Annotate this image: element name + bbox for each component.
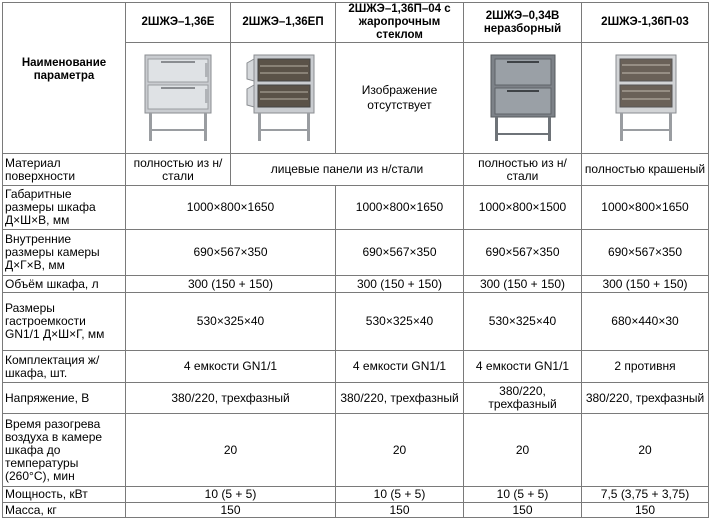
cell-material-1: полностью из н/стали (126, 154, 231, 186)
cell-kit-12: 4 емкости GN1/1 (126, 351, 336, 383)
table-row (3, 293, 709, 351)
cell-kit-3: 4 емкости GN1/1 (336, 351, 464, 383)
table-row (3, 487, 709, 503)
oven-closed-image (141, 53, 215, 143)
cell-gastro-12: 530×325×40 (126, 293, 336, 351)
model-image-4 (464, 43, 582, 154)
cell-mass-4: 150 (464, 503, 582, 518)
cell-inner-12: 690×567×350 (126, 230, 336, 276)
model-image-5 (582, 43, 709, 154)
row-label-dims: Габаритные размеры шкафа Д×Ш×В, мм (3, 186, 126, 230)
cell-power-4: 10 (5 + 5) (464, 487, 582, 503)
cell-kit-4: 4 емкости GN1/1 (464, 351, 582, 383)
table-row (3, 230, 709, 276)
cell-inner-3: 690×567×350 (336, 230, 464, 276)
no-image-text: Изображение отсутствует (361, 83, 438, 112)
model-image-2 (231, 43, 336, 154)
row-label-kit: Комплектация ж/шкафа, шт. (3, 351, 126, 383)
cell-dims-5: 1000×800×1650 (582, 186, 709, 230)
cell-inner-5: 690×567×350 (582, 230, 709, 276)
cell-gastro-4: 530×325×40 (464, 293, 582, 351)
table-row (3, 414, 709, 487)
model-name-2: 2ШЖЭ–1,36ЕП (231, 3, 336, 43)
model-name-5: 2ШЖЭ-1,36П-03 (582, 3, 709, 43)
cell-material-4: полностью из н/стали (464, 154, 582, 186)
cell-voltage-4: 380/220, трехфазный (464, 383, 582, 414)
cell-mass-3: 150 (336, 503, 464, 518)
table-row (3, 276, 709, 293)
cell-heat-4: 20 (464, 414, 582, 487)
row-label-voltage: Напряжение, В (3, 383, 126, 414)
cell-material-5: полностью крашеный (582, 154, 709, 186)
header-row (3, 3, 709, 43)
model-image-3 (336, 43, 464, 154)
oven-glass-image (608, 53, 682, 143)
model-name-1: 2ШЖЭ–1,36Е (126, 3, 231, 43)
cell-power-12: 10 (5 + 5) (126, 487, 336, 503)
cell-mass-12: 150 (126, 503, 336, 518)
cell-gastro-3: 530×325×40 (336, 293, 464, 351)
table-row (3, 351, 709, 383)
param-column-header (3, 3, 126, 154)
row-label-material: Материал поверхности (3, 154, 126, 186)
model-name-3: 2ШЖЭ–1,36П–04 с жаропрочным стеклом (336, 3, 464, 43)
table-row (3, 154, 709, 186)
cell-power-5: 7,5 (3,75 + 3,75) (582, 487, 709, 503)
row-label-mass: Масса, кг (3, 503, 126, 518)
cell-kit-5: 2 противня (582, 351, 709, 383)
row-label-inner: Внутренние размеры камеры Д×Г×В, мм (3, 230, 126, 276)
model-name-4: 2ШЖЭ–0,34В неразборный (464, 3, 582, 43)
cell-gastro-5: 680×440×30 (582, 293, 709, 351)
row-label-gastro: Размеры гастроемкости GN1/1 Д×Ш×Г, мм (3, 293, 126, 351)
model-image-1 (126, 43, 231, 154)
cell-power-3: 10 (5 + 5) (336, 487, 464, 503)
oven-open-image (246, 53, 320, 143)
cell-volume-3: 300 (150 + 150) (336, 276, 464, 293)
row-label-volume: Объём шкафа, л (3, 276, 126, 293)
cell-dims-3: 1000×800×1650 (336, 186, 464, 230)
cell-volume-12: 300 (150 + 150) (126, 276, 336, 293)
cell-volume-4: 300 (150 + 150) (464, 276, 582, 293)
table-row (3, 383, 709, 414)
row-label-power: Мощность, кВт (3, 487, 126, 503)
cell-voltage-3: 380/220, трехфазный (336, 383, 464, 414)
cell-voltage-5: 380/220, трехфазный (582, 383, 709, 414)
cell-heat-5: 20 (582, 414, 709, 487)
cell-heat-12: 20 (126, 414, 336, 487)
cell-material-23: лицевые панели из н/стали (231, 154, 464, 186)
cell-heat-3: 20 (336, 414, 464, 487)
cell-dims-4: 1000×800×1500 (464, 186, 582, 230)
oven-dark-image (485, 53, 561, 143)
cell-dims-12: 1000×800×1650 (126, 186, 336, 230)
table-row (3, 186, 709, 230)
param-header-label: Наименование параметра (21, 57, 107, 82)
cell-voltage-12: 380/220, трехфазный (126, 383, 336, 414)
cell-inner-4: 690×567×350 (464, 230, 582, 276)
cell-volume-5: 300 (150 + 150) (582, 276, 709, 293)
row-label-heat: Время разогрева воздуха в камере шкафа до температуры (260°С), мин (3, 414, 126, 487)
spec-table (2, 2, 709, 518)
table-row (3, 503, 709, 518)
cell-mass-5: 150 (582, 503, 709, 518)
